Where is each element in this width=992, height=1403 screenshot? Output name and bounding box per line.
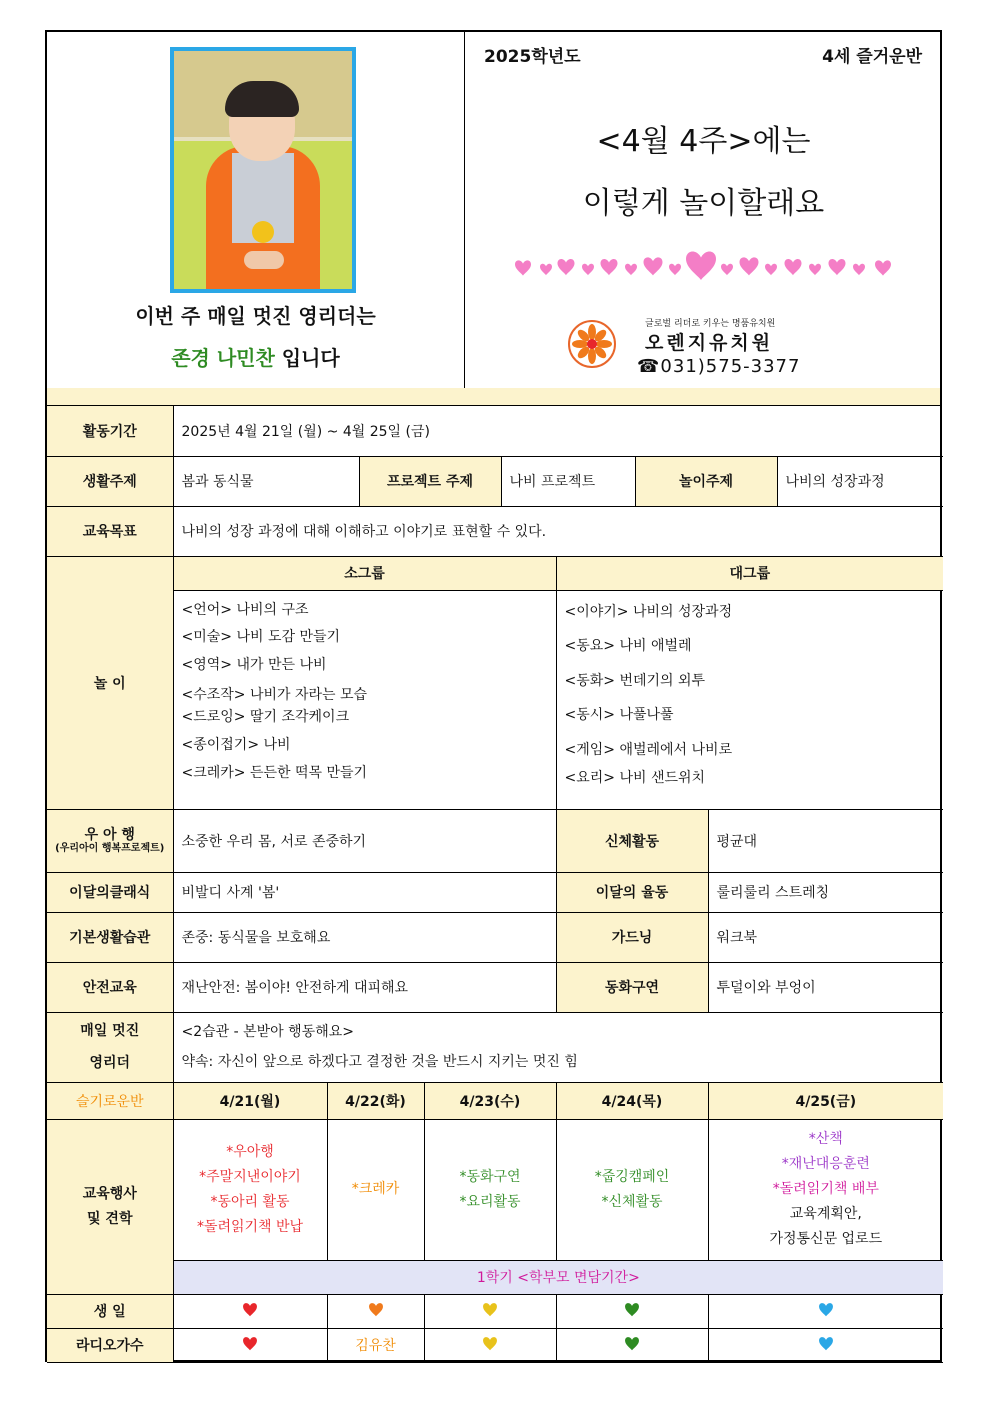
big-group-item: <동요> 나비 애벌레 bbox=[564, 638, 692, 655]
big-group-item: <동화> 번데기의 외투 bbox=[564, 672, 706, 689]
header-divider-band bbox=[47, 388, 940, 406]
story-value: 투덜이와 부엉이 bbox=[708, 962, 943, 1012]
event-item: *산책 bbox=[808, 1131, 843, 1147]
uahaeng-label bbox=[47, 809, 173, 872]
events-thu bbox=[556, 1119, 708, 1260]
events-mon bbox=[173, 1119, 327, 1260]
events-wed bbox=[424, 1119, 556, 1260]
radio-label: 라디오가수 bbox=[47, 1328, 173, 1362]
habit-label: 기본생활습관 bbox=[47, 912, 173, 962]
heart-icon bbox=[818, 1301, 834, 1317]
event-item: 가정통신문 업로드 bbox=[769, 1231, 883, 1247]
small-group-item: <언어> 나비의 구조 bbox=[181, 601, 309, 618]
events-tue bbox=[327, 1119, 424, 1260]
play-label: 놀 이 bbox=[47, 556, 173, 809]
kindergarten-name: 오렌지유치원 bbox=[645, 332, 774, 354]
big-group-item: <이야기> 나비의 성장과정 bbox=[564, 603, 733, 620]
period-value: 2025년 4월 21일 (월) ~ 4월 25일 (금) bbox=[173, 406, 943, 456]
event-item: *동아리 활동 bbox=[210, 1193, 290, 1210]
birthday-mon bbox=[173, 1294, 327, 1328]
small-group-item: <수조작> 나비가 자라는 모습 bbox=[181, 687, 368, 703]
leader-row bbox=[47, 1012, 943, 1082]
theme-row bbox=[47, 456, 943, 506]
small-group-header: 소그룹 bbox=[173, 556, 556, 590]
leader-promise: 약속: 자신이 앞으로 하겠다고 결정한 것을 반드시 지키는 멋진 힘 bbox=[181, 1054, 578, 1070]
small-group-item: <종이접기> 나비 bbox=[181, 737, 291, 753]
leader-caption: 이번 주 매일 멋진 영리더는 bbox=[135, 304, 376, 328]
life-theme-label: 생활주제 bbox=[47, 456, 173, 506]
play-activities-row bbox=[47, 590, 943, 809]
event-item: *주말지낸이야기 bbox=[199, 1168, 301, 1185]
events-label bbox=[47, 1119, 173, 1294]
page-subtitle: 이렇게 놀이할래요 bbox=[582, 186, 825, 221]
leader-label-line2: 영리더 bbox=[89, 1055, 131, 1071]
event-item: *돌려읽기책 반납 bbox=[196, 1218, 304, 1235]
parent-meeting-row bbox=[47, 1260, 943, 1294]
leader-habit: <2습관 - 본받아 행동해요> bbox=[181, 1024, 354, 1040]
slogan: 글로벌 리더로 키우는 명품유치원 bbox=[645, 319, 776, 329]
project-value: 나비 프로젝트 bbox=[501, 456, 635, 506]
day-fri: 4/25(금) bbox=[708, 1082, 943, 1119]
life-theme-value: 봄과 동식물 bbox=[173, 456, 359, 506]
weekly-plan-sheet bbox=[45, 30, 942, 1362]
birthday-label: 생 일 bbox=[47, 1294, 173, 1328]
birthday-fri bbox=[708, 1294, 943, 1328]
school-year: 2025학년도 bbox=[484, 47, 581, 67]
leader-label-line1: 매일 멋진 bbox=[80, 1023, 140, 1039]
birthday-tue bbox=[327, 1294, 424, 1328]
leader-name-line bbox=[47, 342, 464, 371]
heart-icon bbox=[482, 1301, 498, 1317]
period-label: 활동기간 bbox=[47, 406, 173, 456]
big-group-item: <동시> 나풀나풀 bbox=[564, 707, 674, 724]
event-item: *우아행 bbox=[226, 1143, 274, 1160]
schedule-header-row bbox=[47, 1082, 943, 1119]
gardening-label: 가드닝 bbox=[556, 912, 708, 962]
day-tue: 4/22(화) bbox=[327, 1082, 424, 1119]
event-item: *동화구연 bbox=[459, 1168, 521, 1185]
play-theme-label: 놀이주제 bbox=[635, 456, 777, 506]
events-label-line2: 및 견학 bbox=[87, 1210, 133, 1227]
small-group-item: <영역> 내가 만든 나비 bbox=[181, 656, 327, 673]
project-label: 프로젝트 주제 bbox=[359, 456, 501, 506]
kindergarten-logo bbox=[567, 319, 617, 369]
birthday-wed bbox=[424, 1294, 556, 1328]
big-group-header: 대그룹 bbox=[556, 556, 943, 590]
event-item: *돌려읽기책 배부 bbox=[772, 1181, 879, 1197]
header-section bbox=[47, 32, 940, 389]
heart-icon bbox=[624, 1301, 640, 1317]
events-row bbox=[47, 1119, 943, 1260]
leader-name: 존경 나민찬 bbox=[171, 346, 275, 370]
leader-photo bbox=[170, 47, 356, 293]
radio-fri bbox=[708, 1328, 943, 1362]
uahaeng-value: 소중한 우리 몸, 서로 존중하기 bbox=[173, 809, 556, 872]
radio-mon bbox=[173, 1328, 327, 1362]
page-title: <4월 4주>에는 bbox=[596, 124, 811, 159]
small-group-item: <크레카> 든든한 떡목 만들기 bbox=[181, 764, 368, 781]
radio-tue: 김유찬 bbox=[327, 1328, 424, 1362]
event-item: 교육계획안, bbox=[789, 1206, 862, 1222]
leader-suffix: 입니다 bbox=[274, 346, 340, 370]
phone-number: ☎031)575-3377 bbox=[637, 356, 801, 377]
events-fri bbox=[708, 1119, 943, 1260]
safety-row bbox=[47, 962, 943, 1012]
leader-panel bbox=[47, 32, 465, 388]
goal-label: 교육목표 bbox=[47, 506, 173, 556]
radio-row bbox=[47, 1328, 943, 1362]
small-group-item: <미술> 나비 도감 만들기 bbox=[181, 629, 341, 645]
habit-row bbox=[47, 912, 943, 962]
rhythm-value: 룰리룰리 스트레칭 bbox=[708, 872, 943, 912]
small-group-list bbox=[173, 590, 556, 809]
birthday-thu bbox=[556, 1294, 708, 1328]
uahaeng-title: 우 아 행 bbox=[84, 826, 135, 843]
events-label-line1: 교육행사 bbox=[82, 1185, 137, 1202]
classic-label: 이달의클래식 bbox=[47, 872, 173, 912]
birthday-row bbox=[47, 1294, 943, 1328]
safety-label: 안전교육 bbox=[47, 962, 173, 1012]
goal-row bbox=[47, 506, 943, 556]
schedule-class-label: 슬기로운반 bbox=[47, 1082, 173, 1119]
physical-value: 평균대 bbox=[708, 809, 943, 872]
day-mon: 4/21(월) bbox=[173, 1082, 327, 1119]
gardening-value: 워크북 bbox=[708, 912, 943, 962]
story-label: 동화구연 bbox=[556, 962, 708, 1012]
big-group-item: <게임> 애벌레에서 나비로 bbox=[564, 741, 733, 758]
uahaeng-sub: (우리아이 행복프로젝트) bbox=[55, 842, 165, 854]
event-item: *신체활동 bbox=[601, 1193, 663, 1210]
heart-icon bbox=[368, 1301, 384, 1317]
habit-value: 존중: 동식물을 보호해요 bbox=[173, 912, 556, 962]
heart-icon bbox=[242, 1301, 258, 1317]
goal-value: 나비의 성장 과정에 대해 이해하고 이야기로 표현할 수 있다. bbox=[173, 506, 943, 556]
hearts-decoration bbox=[513, 240, 895, 288]
event-item: *줍깅캠페인 bbox=[594, 1168, 670, 1185]
big-group-item: <요리> 나비 샌드위치 bbox=[564, 770, 706, 787]
rhythm-label: 이달의 율동 bbox=[556, 872, 708, 912]
heart-icon bbox=[242, 1335, 258, 1351]
physical-label: 신체활동 bbox=[556, 809, 708, 872]
safety-value: 재난안전: 봄이야! 안전하게 대피해요 bbox=[173, 962, 556, 1012]
classic-row bbox=[47, 872, 943, 912]
heart-icon bbox=[482, 1335, 498, 1351]
plan-table bbox=[47, 406, 943, 1363]
uahaeng-row bbox=[47, 809, 943, 872]
heart-icon bbox=[818, 1335, 834, 1351]
small-group-item: <드로잉> 딸기 조각케이크 bbox=[181, 709, 350, 725]
event-item: *크레카 bbox=[351, 1181, 400, 1197]
parent-meeting-band: 1학기 <학부모 면담기간> bbox=[173, 1260, 943, 1294]
heart-icon bbox=[624, 1335, 640, 1351]
event-item: *요리활동 bbox=[459, 1193, 521, 1210]
play-group-header-row bbox=[47, 556, 943, 590]
class-name: 4세 즐거운반 bbox=[822, 47, 922, 67]
day-thu: 4/24(목) bbox=[556, 1082, 708, 1119]
play-theme-value: 나비의 성장과정 bbox=[777, 456, 943, 506]
classic-value: 비발디 사계 '봄' bbox=[173, 872, 556, 912]
day-wed: 4/23(수) bbox=[424, 1082, 556, 1119]
event-item: *재난대응훈련 bbox=[781, 1156, 870, 1172]
leader-value bbox=[173, 1012, 943, 1082]
leader-label bbox=[47, 1012, 173, 1082]
radio-thu bbox=[556, 1328, 708, 1362]
radio-wed bbox=[424, 1328, 556, 1362]
big-group-list bbox=[556, 590, 943, 809]
period-row bbox=[47, 406, 943, 456]
